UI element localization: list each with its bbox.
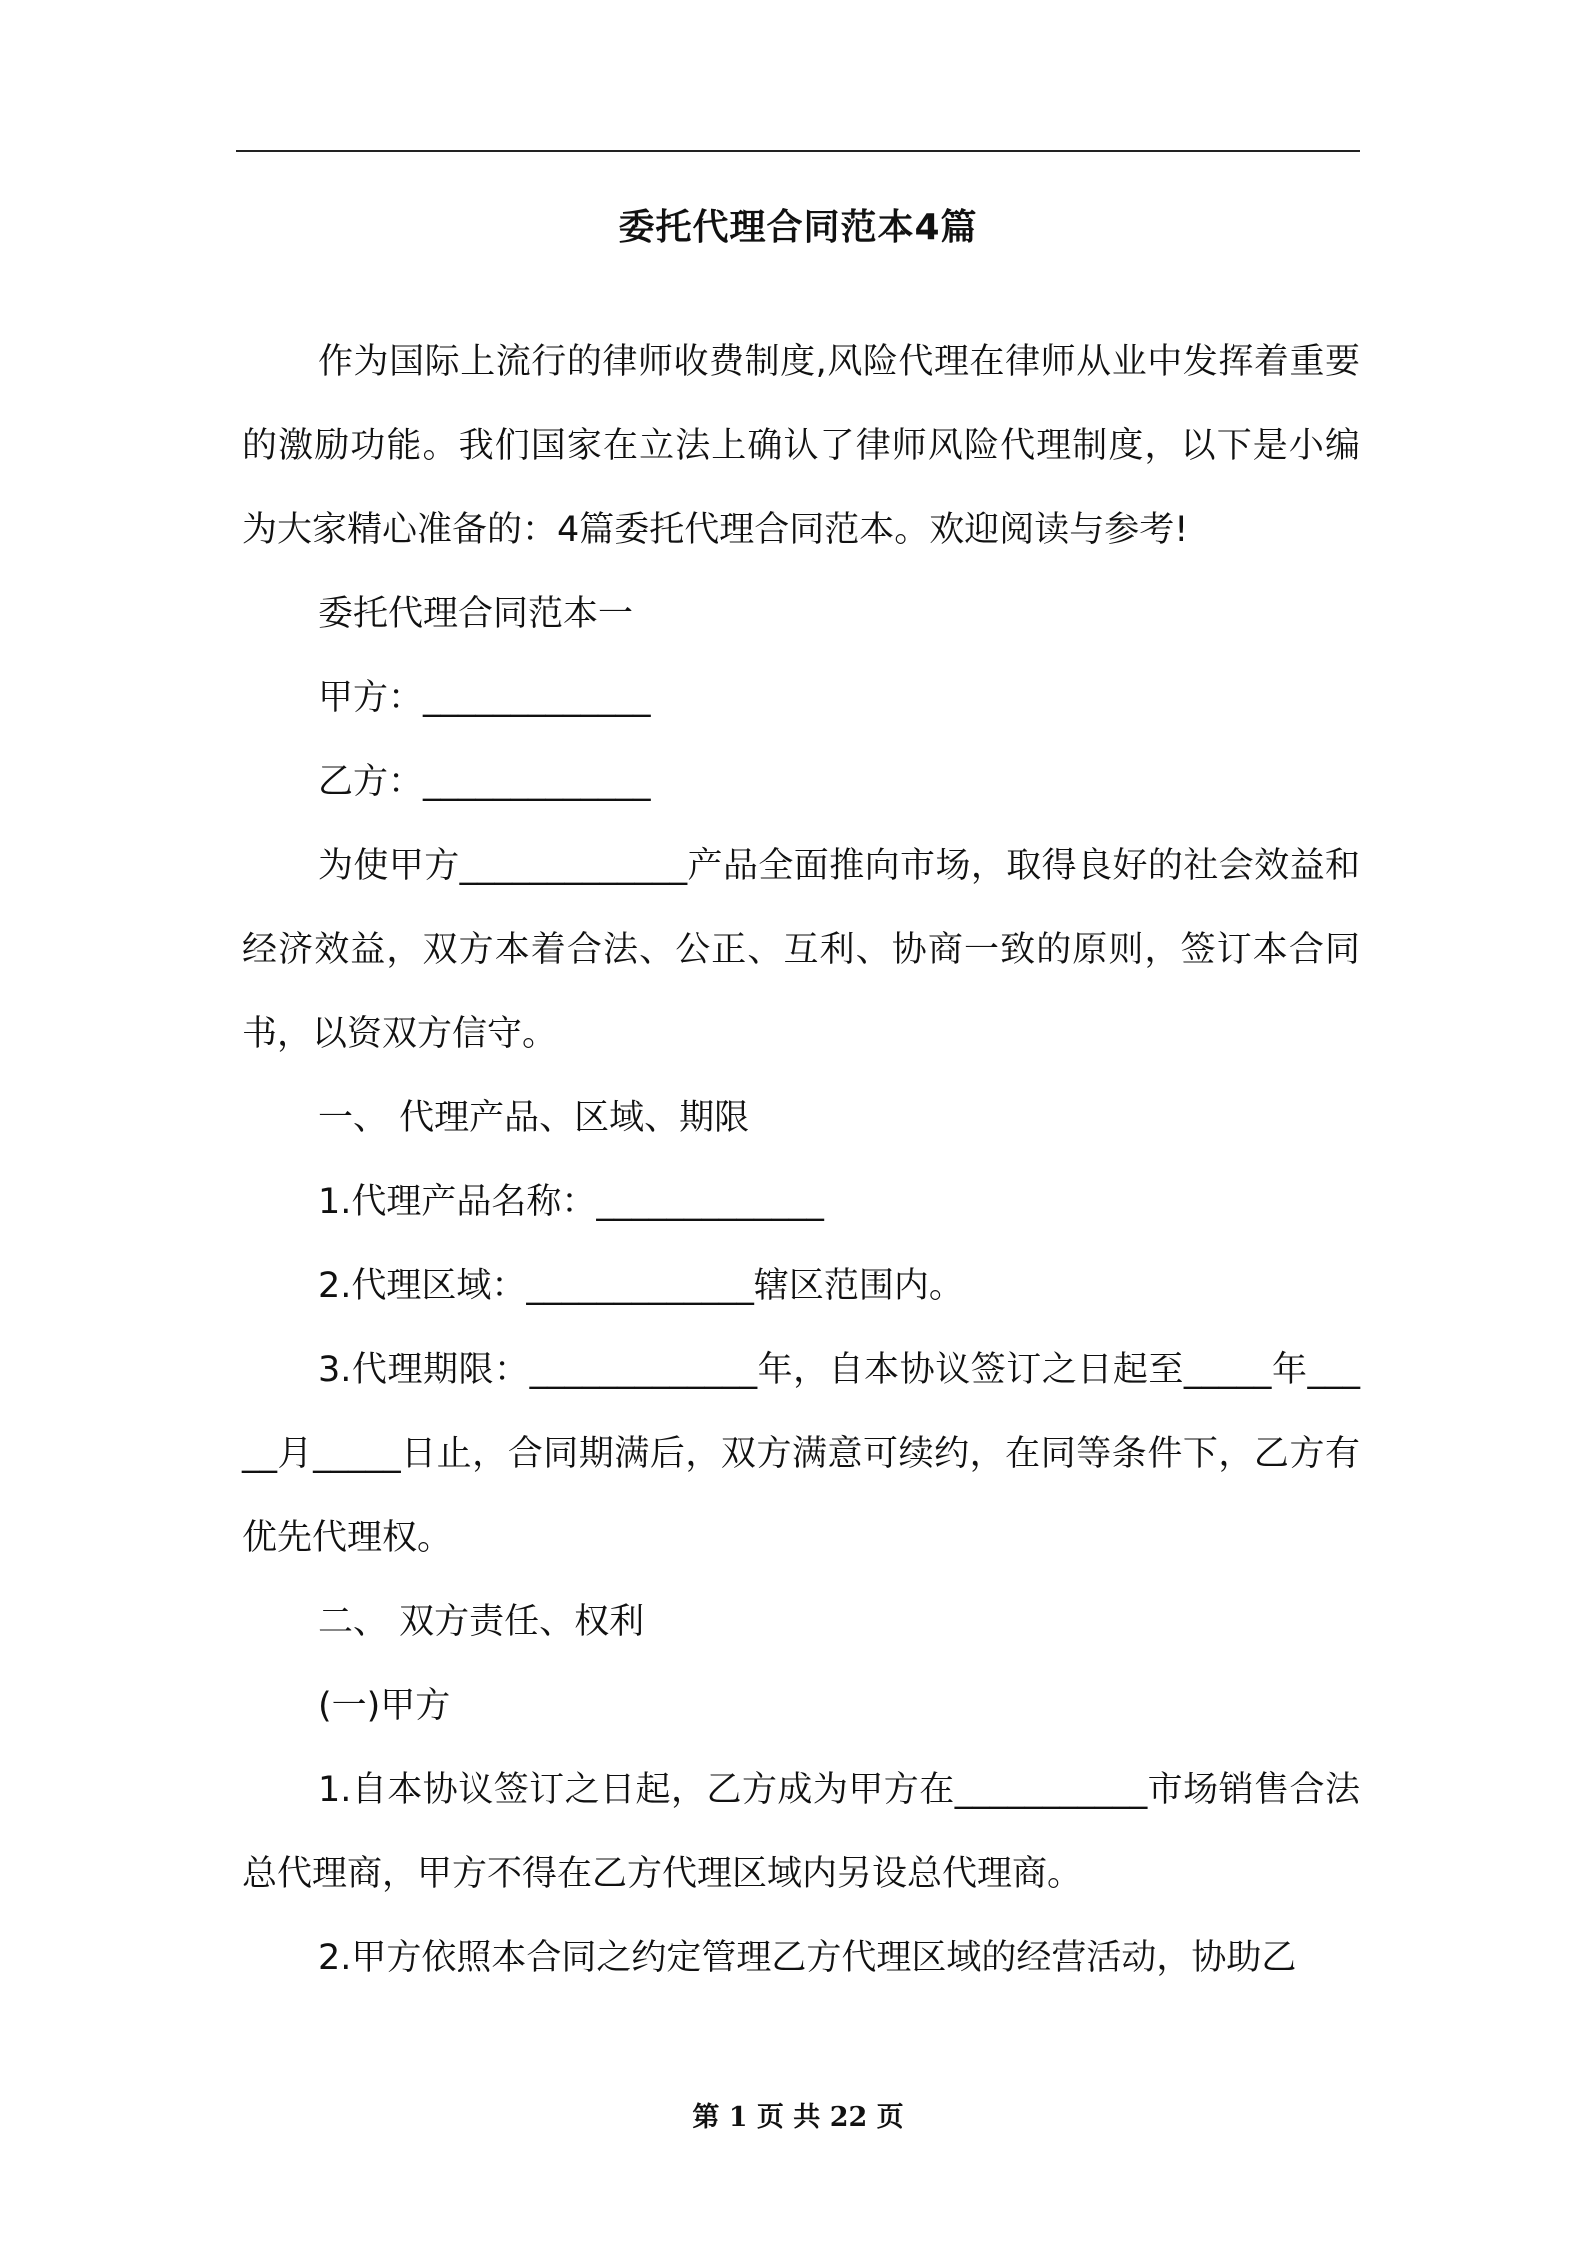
paragraph-section-heading: 委托代理合同范本一: [318, 594, 634, 634]
document-title: 委托代理合同范本4篇: [618, 207, 978, 248]
paragraph-clause-2-heading: 二、 双方责任、权利: [318, 1602, 645, 1642]
paragraph-clause-1-heading: 一、 代理产品、区域、期限: [318, 1098, 750, 1138]
paragraph-party-a-subheading: (一)甲方: [318, 1686, 451, 1726]
paragraph-party-b: 乙方：_____________: [318, 762, 651, 802]
paragraph-management: 2.甲方依照本合同之约定管理乙方代理区域的经营活动，协助乙: [318, 1938, 1297, 1978]
paragraph-term: 3.代理期限：_____________年，自本协议签订之日起至_____年_____月_____日止，合同期满后，双方满意可续约，在同等条件下，乙方有优先代理权。: [242, 1350, 1360, 1558]
page-footer: 第 1 页 共 22 页: [692, 2102, 904, 2133]
header-rule: [236, 150, 1360, 152]
paragraph-party-a: 甲方：_____________: [318, 678, 651, 718]
paragraph-product-name: 1.代理产品名称：_____________: [318, 1182, 824, 1222]
paragraph-purpose: 为使甲方_____________产品全面推向市场，取得良好的社会效益和经济效益，双方本着合法、公正、互利、协商一致的原则，签订本合同书，以资双方信守。: [242, 846, 1360, 1054]
paragraph-exclusive-agent: 1.自本协议签订之日起，乙方成为甲方在___________市场销售合法总代理商，甲方不得在乙方代理区域内另设总代理商。: [242, 1770, 1360, 1894]
paragraph-intro: 作为国际上流行的律师收费制度,风险代理在律师从业中发挥着重要的激励功能。我们国家在立法上确认了律师风险代理制度，以下是小编为大家精心准备的：4篇委托代理合同范本。欢迎阅读与参考!: [242, 342, 1360, 550]
document-body: [242, 320, 1360, 2000]
paragraph-region: 2.代理区域：_____________辖区范围内。: [318, 1266, 964, 1306]
